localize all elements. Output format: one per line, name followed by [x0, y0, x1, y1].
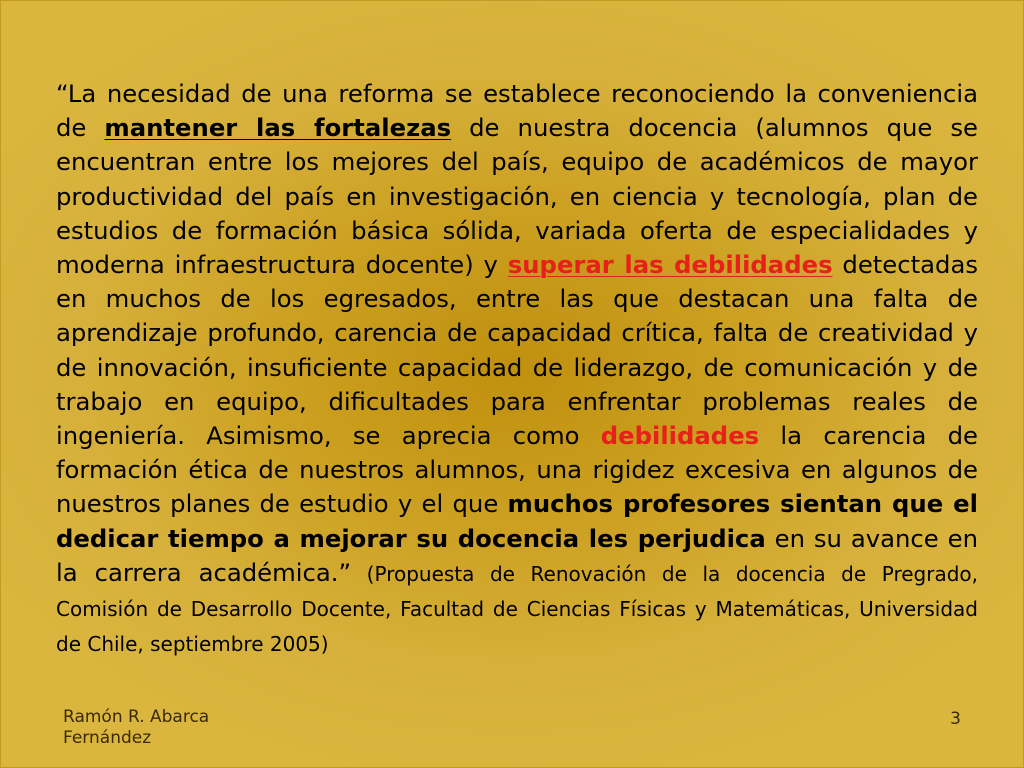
professors-phrase: muchos profesores sientan que el dedicar tiempo a mejorar su docencia les perjudica — [56, 489, 978, 553]
quote-text-part3: detectadas en muchos de los egresados, entre las que destacan una falta de aprendizaje profundo, carencia de capacidad crítica, falta de creatividad y de innovación, insuficiente capacidad de liderazgo, de comunicación y de trabajo en equipo, dificultades para enfrentar problemas reales de ingeniería. Asimismo, se aprecia como — [56, 250, 978, 451]
debilidades-word: debilidades — [600, 421, 760, 451]
footer-author: Ramón R. Abarca Fernández — [63, 707, 210, 748]
quote-text-part5: en su avance en la carrera académica.” — [56, 523, 978, 587]
quote-paragraph — [56, 77, 978, 661]
page-number: 3 — [950, 709, 961, 729]
citation: (Propuesta de Renovación de la docencia de Pregrado, Comisión de Desarrollo Docente, Facultad de Ciencias Físicas y Matemáticas, Universidad de Chile, septiembre 2005) — [56, 561, 978, 657]
strengths-phrase: mantener las fortalezas — [104, 113, 452, 143]
quote-text-part1: “La necesidad de una reforma se establece reconociendo la conveniencia de — [56, 79, 978, 143]
quote-text-part4: la carencia de formación ética de nuestros alumnos, una rigidez excesiva en algunos de nuestros planes de estudio y el que — [56, 421, 979, 519]
weaknesses-phrase: superar las debilidades — [507, 250, 833, 280]
quote-text-part2: de nuestra docencia (alumnos que se encuentran entre los mejores del país, equipo de académicos de mayor productividad del país en investigación, en ciencia y tecnología, plan de estudios de formación básica sólida, variada oferta de especialidades y moderna infraestructura docente) y — [56, 113, 978, 280]
